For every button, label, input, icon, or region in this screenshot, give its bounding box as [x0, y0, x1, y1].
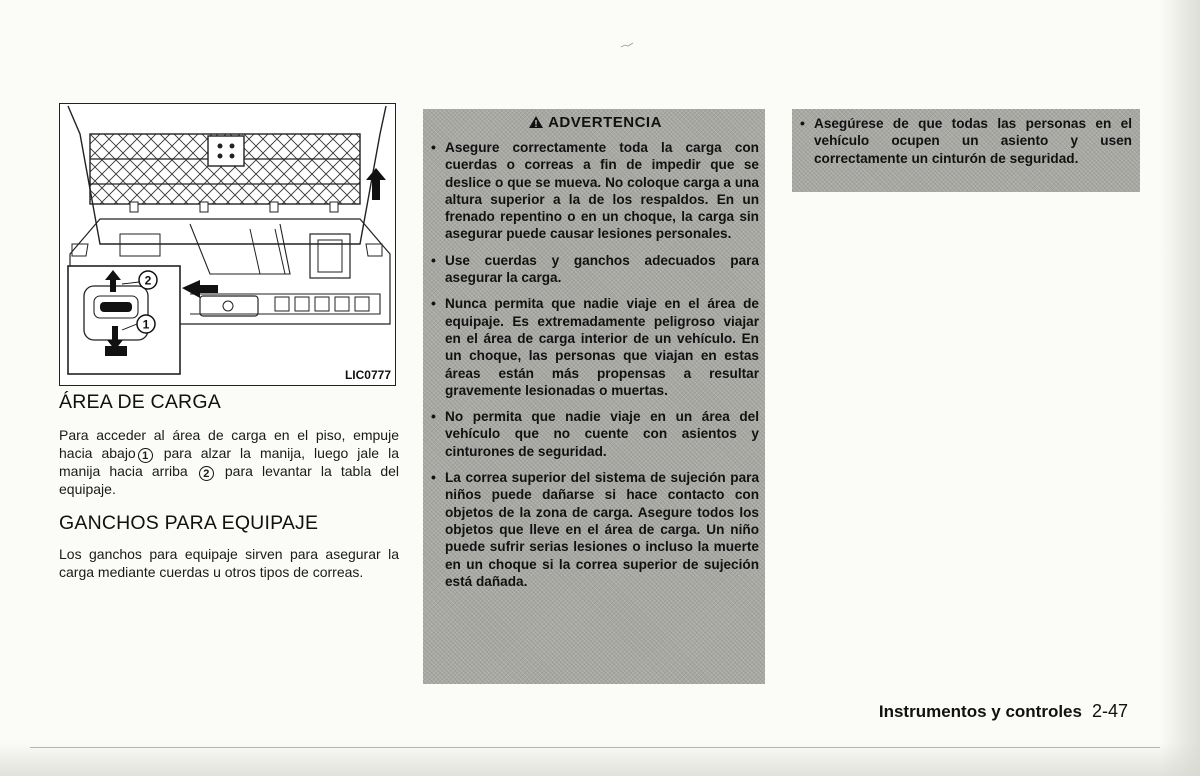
footer-section-name: Instrumentos y controles [878, 702, 1082, 721]
cargo-area-illustration [60, 104, 394, 384]
scan-speck-mark [620, 42, 634, 48]
heading-luggage-hooks: GANCHOS PARA EQUIPAJE [59, 512, 319, 534]
heading-cargo-area: ÁREA DE CARGA [59, 391, 221, 413]
warning-item: • La correa superior del sistema de sujeción para niños puede dañarse si hace contacto con objetos de la zona de carga. Asegure todos los objetos que lleve en el área de carga. Un niño puede sufrir serias lesiones o incluso la muerte en un choque si la correa superior de sujeción está dañada. [431, 469, 759, 590]
cargo-text-part-2: para alzar la manija, luego jale la manija hacia arriba [59, 444, 399, 479]
warning-box [423, 109, 765, 684]
luggage-hooks-paragraph: Los ganchos para equipaje sirven para asegurar la carga mediante cuerdas u otros tipos de correas. [59, 546, 399, 580]
warning-box-continued [792, 109, 1140, 192]
warning-item: • Use cuerdas y ganchos adecuados para asegurar la carga. [431, 252, 759, 287]
cargo-area-paragraph [59, 427, 399, 498]
warning-item: • Asegúrese de que todas las personas en el vehículo ocupen un asiento y usen correctamente un cinturón de seguridad. [800, 115, 1132, 167]
warning-item: • No permita que nadie viaje en un área del vehículo que no cuente con asientos y cinturones de seguridad. [431, 408, 759, 460]
callout-2: 2 [144, 273, 152, 288]
warning-list-continued [800, 115, 1132, 167]
warning-title [431, 113, 759, 133]
page-footer [879, 701, 1128, 722]
figure-code: LIC0777 [344, 368, 391, 382]
scan-edge-right [1160, 0, 1200, 776]
warning-triangle-icon [528, 115, 544, 129]
cargo-area-figure [59, 103, 396, 386]
page-number: 2-47 [1091, 701, 1128, 721]
circled-number-1: 1 [138, 448, 153, 463]
cargo-text-part-1: Para acceder al área de carga en el piso, empuje hacia abajo [59, 427, 399, 461]
warning-item: • Nunca permita que nadie viaje en el área de equipaje. Es extremadamente peligroso viajar en el área de carga interior de un vehículo. En un choque, las personas que viajan en estas áreas están más propensas a resultar gravemente lesionadas o muertas. [431, 295, 759, 399]
warning-title-text: ADVERTENCIA [548, 114, 662, 131]
warning-item: • Asegure correctamente toda la carga con cuerdas o correas a fin de impedir que se deslice o que se mueva. No coloque carga a una altura superior a la de los respaldos. En un frenado repentino o en un choque, la carga sin asegurar puede causar lesiones personales. [431, 139, 759, 243]
circled-number-2: 2 [199, 466, 214, 481]
cargo-text-part-3: para levantar la tabla del equipaje. [59, 462, 399, 497]
warning-list [431, 139, 759, 590]
callout-1: 1 [142, 317, 150, 332]
bottom-rule [30, 747, 1160, 748]
